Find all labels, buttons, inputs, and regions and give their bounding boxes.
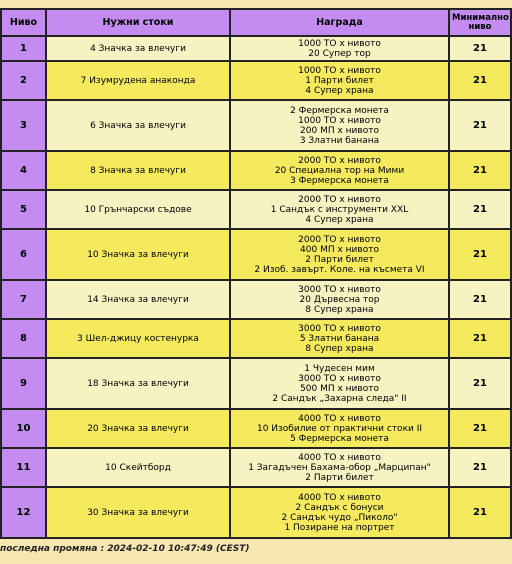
row-level: 12 (1, 487, 46, 538)
row-level: 5 (1, 190, 46, 229)
table-row (1, 100, 511, 151)
header-min-level (449, 9, 511, 36)
header-level: Ниво (1, 9, 46, 36)
row-reward (230, 280, 449, 319)
row-reward (230, 100, 449, 151)
reward-line: 4000 ТО x нивото (298, 492, 381, 503)
row-level: 2 (1, 61, 46, 100)
quest-table (0, 8, 512, 539)
reward-line: 3000 ТО x нивото (298, 284, 381, 295)
row-goods: 18 Значка за влечуги (46, 358, 230, 409)
row-level: 6 (1, 229, 46, 280)
reward-line: 3 Златни банана (299, 135, 380, 146)
row-goods: 4 Значка за влечуги (46, 36, 230, 61)
reward-line: 500 МП x нивото (300, 383, 379, 394)
row-goods: 10 Значка за влечуги (46, 229, 230, 280)
header-reward: Награда (230, 9, 449, 36)
table-row (1, 190, 511, 229)
reward-line: 1 Загадъчен Бахама-обор „Марципан" (248, 462, 431, 473)
row-reward (230, 61, 449, 100)
row-goods: 30 Значка за влечуги (46, 487, 230, 538)
row-min-level: 21 (449, 229, 511, 280)
row-level: 3 (1, 100, 46, 151)
reward-line: 2000 ТО x нивото (298, 155, 381, 166)
table-row (1, 280, 511, 319)
reward-line: 20 Специална тор на Мими (274, 165, 405, 176)
row-reward (230, 319, 449, 358)
reward-line: 5 Фермерска монета (290, 433, 389, 444)
row-min-level: 21 (449, 61, 511, 100)
table-row (1, 487, 511, 538)
row-goods: 3 Шел-джицу костенурка (46, 319, 230, 358)
row-min-level: 21 (449, 151, 511, 190)
table-row (1, 229, 511, 280)
reward-line: 2000 ТО x нивото (298, 234, 381, 245)
reward-line: 8 Супер храна (305, 343, 374, 354)
header-goods: Нужни стоки (46, 9, 230, 36)
row-min-level: 21 (449, 358, 511, 409)
reward-line: 2 Сандък с бонуси (295, 502, 384, 513)
row-reward (230, 487, 449, 538)
reward-line: 20 Дървесна тор (299, 294, 380, 305)
reward-line: 1000 ТО x нивото (298, 38, 381, 49)
row-reward (230, 190, 449, 229)
row-min-level: 21 (449, 36, 511, 61)
reward-line: 4000 ТО x нивото (298, 452, 381, 463)
table-row (1, 151, 511, 190)
reward-line: 1 Сандък с инструменти XXL (270, 204, 409, 215)
reward-line: 8 Супер храна (305, 304, 374, 315)
row-level: 9 (1, 358, 46, 409)
row-level: 4 (1, 151, 46, 190)
reward-line: 2 Парти билет (305, 472, 374, 483)
header-min-level-line2: ниво (468, 21, 492, 32)
reward-line: 1 Чудесен мим (304, 363, 375, 374)
reward-line: 2 Сандък чудо „Пиколо" (281, 512, 398, 523)
row-level: 8 (1, 319, 46, 358)
table-row (1, 448, 511, 487)
reward-line: 1 Позиране на портрет (284, 522, 395, 533)
reward-line: 4000 ТО x нивото (298, 413, 381, 424)
row-min-level: 21 (449, 100, 511, 151)
reward-line: 2000 ТО x нивото (298, 194, 381, 205)
header-min-level-line1: Минимално (452, 12, 509, 23)
reward-line: 2 Фермерска монета (290, 105, 389, 116)
header-row (1, 9, 511, 36)
row-reward (230, 409, 449, 448)
reward-line: 1 Парти билет (305, 75, 374, 86)
reward-line: 200 МП x нивото (300, 125, 379, 136)
row-level: 10 (1, 409, 46, 448)
reward-line: 1000 ТО x нивото (298, 65, 381, 76)
reward-line: 4 Супер храна (305, 85, 374, 96)
row-goods: 14 Значка за влечуги (46, 280, 230, 319)
row-min-level: 21 (449, 319, 511, 358)
reward-line: 2 Парти билет (305, 254, 374, 265)
reward-line: 3000 ТО x нивото (298, 373, 381, 384)
table-row (1, 409, 511, 448)
row-goods: 7 Изумрудена анаконда (46, 61, 230, 100)
reward-line: 5 Златни банана (299, 333, 380, 344)
row-goods: 6 Значка за влечуги (46, 100, 230, 151)
row-goods: 20 Значка за влечуги (46, 409, 230, 448)
reward-line: 2 Изоб. завърт. Коле. на късмета VI (254, 264, 425, 275)
row-goods: 8 Значка за влечуги (46, 151, 230, 190)
row-goods: 10 Грънчарски съдове (46, 190, 230, 229)
row-reward (230, 448, 449, 487)
row-reward (230, 36, 449, 61)
row-min-level: 21 (449, 448, 511, 487)
table-row (1, 319, 511, 358)
row-min-level: 21 (449, 190, 511, 229)
reward-line: 3000 ТО x нивото (298, 323, 381, 334)
row-min-level: 21 (449, 409, 511, 448)
row-reward (230, 358, 449, 409)
reward-line: 20 Супер тор (308, 48, 371, 59)
table-row (1, 358, 511, 409)
row-level: 11 (1, 448, 46, 487)
row-level: 7 (1, 280, 46, 319)
row-reward (230, 229, 449, 280)
reward-line: 2 Сандък „Захарна следа" II (272, 393, 407, 404)
row-reward (230, 151, 449, 190)
reward-line: 4 Супер храна (305, 214, 374, 225)
table-row (1, 61, 511, 100)
table-row (1, 36, 511, 61)
row-min-level: 21 (449, 487, 511, 538)
row-level: 1 (1, 36, 46, 61)
row-goods: 10 Скейтборд (46, 448, 230, 487)
reward-line: 10 Изобилие от практични стоки II (256, 423, 423, 434)
reward-line: 1000 ТО x нивото (298, 115, 381, 126)
row-min-level: 21 (449, 280, 511, 319)
reward-line: 400 МП x нивото (300, 244, 379, 255)
last-modified: последна промяна : 2024-02-10 10:47:49 (CEST) (0, 544, 250, 554)
reward-line: 3 Фермерска монета (290, 175, 389, 186)
